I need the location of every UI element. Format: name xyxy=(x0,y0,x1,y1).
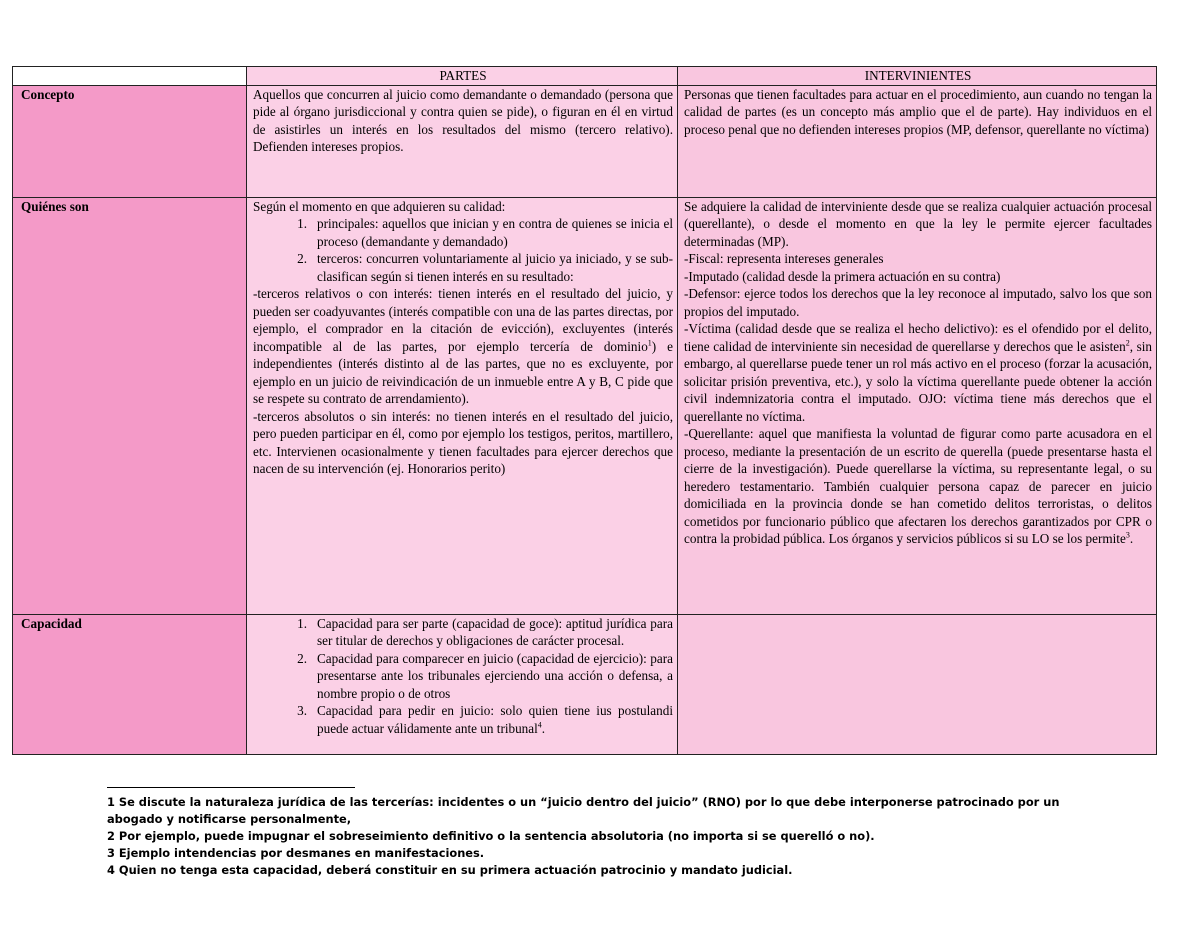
list-item xyxy=(253,615,673,650)
capacidad-intervinientes-cell xyxy=(678,614,1157,754)
list-text-tail: . xyxy=(541,720,546,736)
paragraph-text: ) e independientes (interés distinto al de las partes, que no es excluyente, por ejemplo en un juicio de reivindicación de un inmueble entre A y B, C pide que se respete su contrato de arrendamiento). xyxy=(253,338,673,406)
quienes-partes-cell xyxy=(247,197,678,614)
row-label-capacidad: Capacidad xyxy=(13,614,247,754)
imputado-paragraph: -Imputado (calidad desde la primera actuación en su contra) xyxy=(684,268,1001,284)
terceros-relativos-paragraph xyxy=(253,285,673,408)
terceros-absolutos-paragraph: -terceros absolutos o sin interés: no tienen interés en el resultado del juicio, pero pueden participar en él, como por ejemplo los testigos, peritos, martillero, etc. Intervienen ocasionalmente y tienen facultades para ejercer derechos que nacen de su intervención (ej. Honorarios perito) xyxy=(253,408,673,476)
quienes-partes-intro: Según el momento en que adquieren su calidad: xyxy=(253,198,506,214)
list-item xyxy=(253,702,673,737)
list-number: 1. xyxy=(297,615,307,631)
footnote-3: 3 Ejemplo intendencias por desmanes en manifestaciones. xyxy=(107,846,485,860)
list-item xyxy=(253,215,673,250)
footnote-ref-2[interactable]: 2 xyxy=(1125,338,1130,348)
footnote-ref-1[interactable]: 1 xyxy=(647,338,652,348)
list-text: terceros: concurren voluntariamente al juicio ya iniciado, y se sub-clasifican según si tienen interés en su resultado: xyxy=(317,251,673,284)
quienes-intervinientes-cell xyxy=(678,197,1157,614)
list-number: 3. xyxy=(297,703,307,718)
list-text: principales: aquellos que inician y en contra de quienes se inicia el proceso (demandante y demandado) xyxy=(317,216,673,249)
header-blank-cell xyxy=(13,67,247,86)
header-partes: PARTES xyxy=(247,67,678,86)
header-intervinientes: INTERVINIENTES xyxy=(678,67,1157,86)
list-text-body: Capacidad para pedir en juicio: solo quien tiene ius postulandi puede actuar válidamente ante un tribunal xyxy=(317,703,673,736)
row-label-concepto: Concepto xyxy=(13,85,247,197)
concepto-intervinientes-text: Personas que tienen facultades para actuar en el procedimiento, aun cuando no tengan la calidad de partes (es un concepto más amplio que el de parte). Hay individuos en el proceso penal que no defienden intereses propios (MP, defensor, querellante no víctima) xyxy=(678,85,1157,197)
row-concepto xyxy=(13,85,1157,197)
fiscal-paragraph: -Fiscal: representa intereses generales xyxy=(684,251,884,266)
list-number: 2. xyxy=(297,650,307,666)
list-item xyxy=(253,250,673,285)
concepto-partes-text: Aquellos que concurren al juicio como demandante o demandado (persona que pide al órgano jurisdiccional y contra quien se pide), o figuran en él en virtud de asistirles un interés en los resultados del mismo (tercero relativo). Defienden intereses propios. xyxy=(247,85,678,197)
paragraph-text: -Querellante: aquel que manifiesta la voluntad de figurar como parte acusadora en el proceso, mediante la presentación de un escrito de querella (puede presentarse hasta el cierre de la investigación). Puede querellarse la víctima, su representante legal, o su heredero testamentario. También cualquier persona capaz de parecer en juicio domiciliada en la provincia donde se han cometido delitos terroristas, o delitos cometidos por funcionario público que afectaren los derechos garantizados por CPR o contra la probidad pública. Los órganos y servicios públicos si su LO se los permite xyxy=(684,426,1152,546)
paragraph-text: , sin embargo, al querellarse puede tener un rol más activo en el proceso (forzar la acusación, solicitar prisión preventiva, etc.), y solo la víctima querellante puede obtener la acción civil indemnizatoria contra el imputado. OJO: víctima tiene más derechos que el querellante no víctima. xyxy=(684,338,1153,424)
list-item xyxy=(253,650,673,703)
footnote-1: 1 Se discute la naturaleza jurídica de las tercerías: incidentes o un “juicio dentro del juicio” (RNO) por lo que debe interponerse patrocinado por un abogado y notificarse personalmente, xyxy=(107,795,1060,826)
list-text: Capacidad para ser parte (capacidad de goce): aptitud jurídica para ser titular de derechos y obligaciones de carácter procesal. xyxy=(317,615,673,648)
footnote-4: 4 Quien no tenga esta capacidad, deberá constituir en su primera actuación patrocinio y mandato judicial. xyxy=(107,863,793,877)
row-quienes-son xyxy=(13,197,1157,614)
row-capacidad xyxy=(13,614,1157,754)
footnote-separator xyxy=(107,787,355,788)
paragraph-text: -Víctima (calidad desde que se realiza el hecho delictivo): es el ofendido por el delito, tiene calidad de interviniente sin necesidad de querellarse y derechos que le asisten xyxy=(684,321,1152,354)
footnote-ref-4[interactable]: 4 xyxy=(537,720,542,730)
footnote-2: 2 Por ejemplo, puede impugnar el sobreseimiento definitivo o la sentencia absolutoria (no importa si se querelló o no). xyxy=(107,829,875,843)
list-text: Capacidad para comparecer en juicio (capacidad de ejercicio): para presentarse ante los tribunales ejerciendo una acción o defensa, a nombre propio o de otros xyxy=(317,650,673,701)
footnotes xyxy=(107,794,1092,879)
victima-paragraph xyxy=(684,320,1152,425)
paragraph-text: -terceros relativos o con interés: tienen interés en el resultado del juicio, y pueden ser coadyuvantes (interés compatible con una de las partes directas, por ejemplo, el comprador en la citación de evicción), excluyentes (interés incompatible al de las partes, por ejemplo tercería de dominio xyxy=(253,286,673,354)
list-text xyxy=(317,702,673,737)
interviniente-definition: Se adquiere la calidad de interviniente desde que se realiza cualquier actuación procesal (querellante), o desde el momento en que la ley le permite ejercer facultades determinadas (MP). xyxy=(684,198,1152,249)
capacidad-partes-cell xyxy=(247,614,678,754)
defensor-paragraph: -Defensor: ejerce todos los derechos que la ley reconoce al imputado, salvo los que son propios del imputado. xyxy=(684,286,1152,319)
list-number: 1. xyxy=(297,216,307,231)
paragraph-text: . xyxy=(1129,531,1134,546)
querellante-paragraph xyxy=(684,425,1152,548)
comparison-table xyxy=(12,66,1157,755)
header-row xyxy=(13,67,1157,86)
row-label-quienes-son: Quiénes son xyxy=(13,197,247,614)
footnote-ref-3[interactable]: 3 xyxy=(1125,530,1130,540)
list-number: 2. xyxy=(297,251,307,266)
